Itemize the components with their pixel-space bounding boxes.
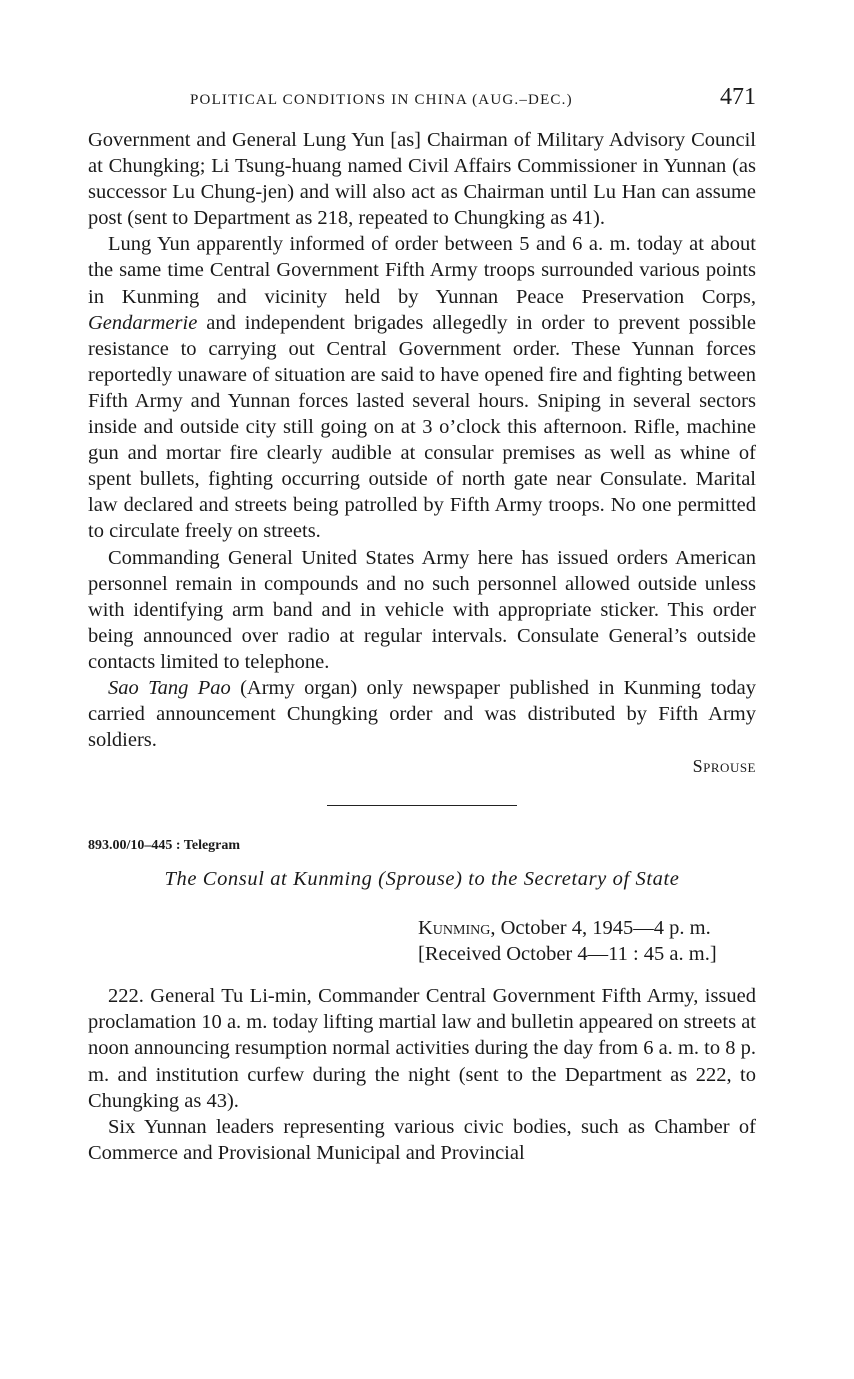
dateline-place: Kunming — [418, 917, 491, 940]
newspaper-name-italic: Sao Tang Pao — [108, 676, 231, 699]
dateline-date: , October 4, 1945—4 p. m. — [490, 917, 711, 940]
paragraph-fighting-part-a: Lung Yun apparently informed of order between 5 and 6 a. m. today at about the same time Central Government Fifth Army troops surrounded various points in Kunming and vicinity held by Yunnan Peace Preservation Corps, — [88, 233, 756, 308]
dateline-sent — [418, 915, 756, 941]
signature: Sprouse — [692, 756, 756, 777]
paragraph-civic-leaders: Six Yunnan leaders representing various civic bodies, such as Chamber of Commerce and Provisional Municipal and Provincial — [88, 1115, 756, 1164]
running-title: POLITICAL CONDITIONS IN CHINA (AUG.–DEC.) — [190, 92, 573, 108]
running-header — [88, 84, 756, 118]
dateline-received: [Received October 4—11 : 45 a. m.] — [418, 943, 717, 966]
paragraph-army-orders: Commanding General United States Army here has issued orders American personnel remain in compounds and no such personnel allowed outside unless with identifying arm band and in vehicle with appropriate sticker. This order being announced over radio at regular intervals. Consulate General’s outside contacts limited to telephone. — [88, 546, 756, 673]
file-reference: 893.00/10–445 : Telegram — [88, 838, 241, 854]
telegram-1-body — [88, 127, 756, 753]
paragraph-newspaper — [88, 675, 756, 753]
paragraph-fighting-part-b: and independent brigades allegedly in order to prevent possible resistance to carrying out Central Government order. These Yunnan forces reportedly unaware of situation are said to have opened fire and fighting between Fifth Army and Yunnan forces lasted several hours. Sniping in several sectors inside and outside city still going on at 3 o’clock this afternoon. Rifle, machine gun and mortar fire clearly audible at consular premises as well as whine of spent bullets, fighting occurring outside of north gate near Consulate. Marital law declared and streets being patrolled by Fifth Army troops. No one permitted to circulate freely on streets. — [88, 311, 756, 543]
dateline — [418, 915, 756, 967]
page-number: 471 — [720, 84, 756, 110]
document-title: The Consul at Kunming (Sprouse) to the Secretary of State — [164, 868, 680, 891]
telegram-2-body — [88, 983, 756, 1166]
paragraph-proclamation: 222. General Tu Li-min, Commander Central Government Fifth Army, issued proclamation 10 a. m. today lifting martial law and bulletin appeared on streets at noon announcing resumption normal activities during the day from 6 a. m. to 8 p. m. and institution curfew during the night (sent to the Department as 222, to Chungking as 43). — [88, 985, 756, 1112]
document-page — [88, 84, 756, 1166]
section-divider — [327, 805, 517, 806]
gendarmerie-italic: Gendarmerie — [88, 311, 198, 334]
paragraph-continued: Government and General Lung Yun [as] Chairman of Military Advisory Council at Chungking; Li Tsung-huang named Civil Affairs Commissioner in Yunnan (as successor Lu Chung-jen) and will also act as Chairman until Lu Han can assume post (sent to Department as 218, repeated to Chungking as 41). — [88, 129, 756, 230]
paragraph-fighting — [88, 231, 756, 544]
paragraph-newspaper-rest: (Army organ) only newspaper published in Kunming today carried announcement Chungking order and was distributed by Fifth Army soldiers. — [88, 676, 756, 752]
